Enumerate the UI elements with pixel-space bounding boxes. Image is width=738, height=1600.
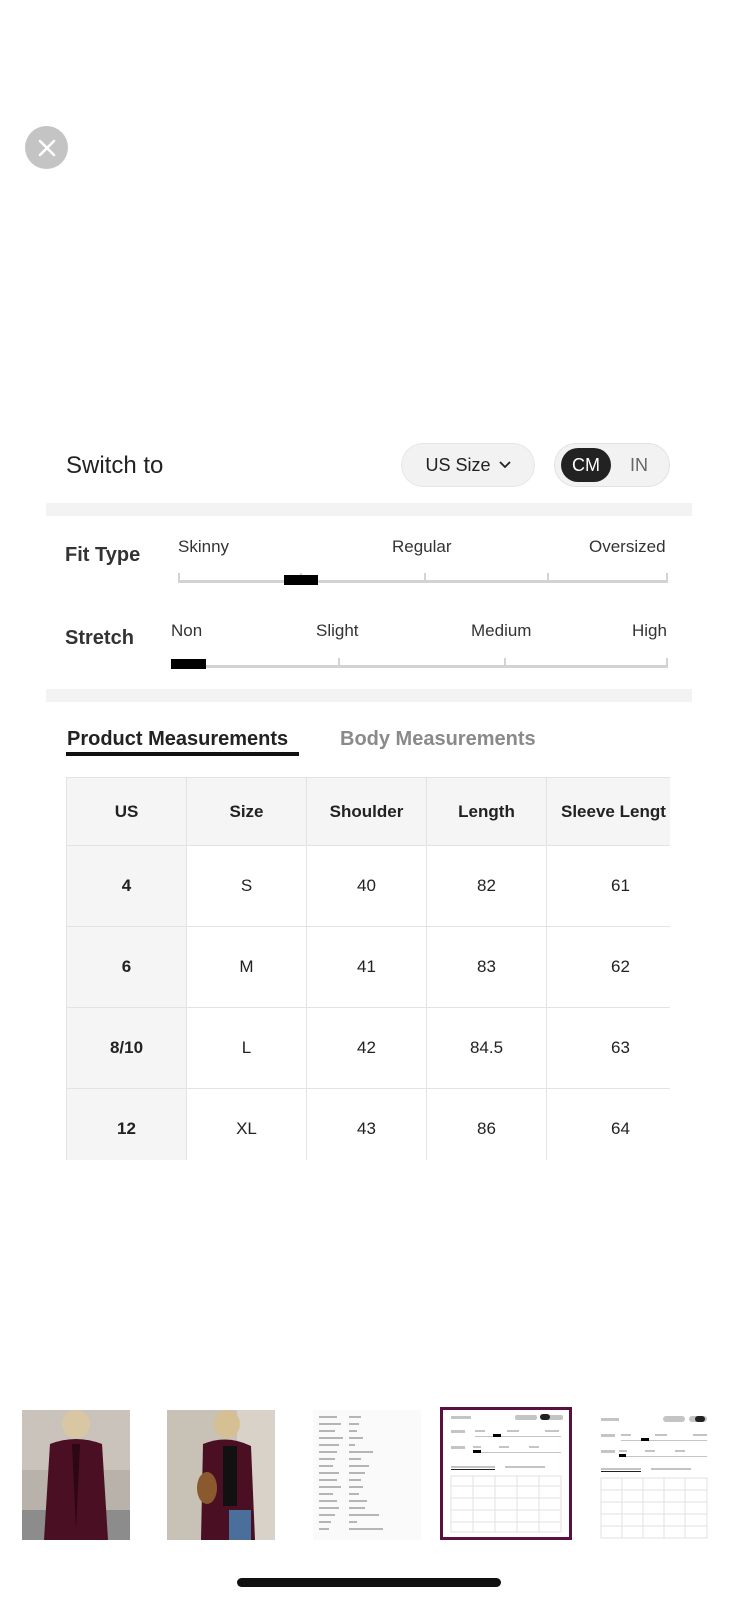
fit-label-regular: Regular — [392, 537, 452, 556]
table-header-row — [67, 778, 671, 846]
home-indicator — [237, 1578, 501, 1587]
fit-type-title: Fit Type — [65, 544, 141, 566]
table-row — [67, 846, 671, 927]
table-cell: 82 — [427, 846, 547, 927]
unit-in-button[interactable]: IN — [630, 454, 648, 475]
unit-cm-button[interactable]: CM — [561, 448, 611, 482]
table-cell: 83 — [427, 927, 547, 1008]
table-row — [67, 927, 671, 1008]
column-header: Size — [187, 778, 307, 846]
thumbnail-spec-sheet[interactable] — [313, 1410, 421, 1540]
table-cell: L — [187, 1008, 307, 1089]
table-cell: M — [187, 927, 307, 1008]
fit-type-track — [178, 580, 668, 583]
table-cell: 41 — [307, 927, 427, 1008]
thumbnail-size-chart-selected[interactable] — [443, 1410, 569, 1537]
size-system-dropdown[interactable] — [401, 443, 535, 487]
fit-tick — [424, 573, 426, 583]
close-button[interactable] — [25, 126, 68, 169]
stretch-track — [171, 665, 668, 668]
table-cell: S — [187, 846, 307, 927]
spec-sheet-image — [313, 1410, 421, 1540]
thumbnail-coat-front[interactable] — [22, 1410, 130, 1540]
column-header: Sleeve Lengt — [547, 778, 671, 846]
fit-label-skinny: Skinny — [178, 537, 230, 556]
stretch-tick — [666, 658, 668, 668]
table-row — [67, 1008, 671, 1089]
tab-body-measurements[interactable]: Body Measurements — [340, 728, 536, 750]
table-cell: 86 — [427, 1089, 547, 1161]
unit-toggle — [554, 443, 670, 487]
switch-label: Switch to — [66, 452, 164, 479]
stretch-marker — [171, 659, 206, 669]
fit-label-oversized: Oversized — [589, 537, 666, 556]
fit-tick — [547, 573, 549, 583]
active-tab-underline — [66, 752, 299, 756]
stretch-tick — [504, 658, 506, 668]
table-cell: 12 — [67, 1089, 187, 1161]
thumbnail-size-chart-2[interactable] — [599, 1410, 709, 1540]
divider — [46, 689, 692, 702]
table-cell: 43 — [307, 1089, 427, 1161]
table-cell: 42 — [307, 1008, 427, 1089]
size-chart-image — [443, 1410, 569, 1537]
thumbnail-coat-side[interactable] — [167, 1410, 275, 1540]
stretch-tick — [338, 658, 340, 668]
coat-side-image — [167, 1410, 275, 1540]
chevron-down-icon — [499, 461, 511, 469]
table-cell: 40 — [307, 846, 427, 927]
table-cell: 84.5 — [427, 1008, 547, 1089]
table-cell: 63 — [547, 1008, 671, 1089]
table-cell: 6 — [67, 927, 187, 1008]
fit-type-marker — [284, 575, 318, 585]
measurement-table — [66, 777, 670, 1160]
stretch-label-non: Non — [171, 621, 203, 640]
stretch-label-slight: Slight — [316, 621, 359, 640]
stretch-title: Stretch — [65, 627, 134, 649]
fit-tick — [178, 573, 180, 583]
stretch-label-medium: Medium — [471, 621, 532, 640]
tab-product-measurements[interactable]: Product Measurements — [67, 728, 289, 750]
stretch-label-high: High — [632, 621, 667, 640]
table-cell: 64 — [547, 1089, 671, 1161]
table-cell: XL — [187, 1089, 307, 1161]
table-row — [67, 1089, 671, 1161]
column-header: US — [67, 778, 187, 846]
close-icon — [38, 139, 56, 157]
table-cell: 8/10 — [67, 1008, 187, 1089]
table-cell: 62 — [547, 927, 671, 1008]
column-header: Shoulder — [307, 778, 427, 846]
divider — [46, 503, 692, 516]
switch-row — [66, 440, 670, 490]
table-cell: 61 — [547, 846, 671, 927]
size-system-value: US Size — [425, 454, 491, 475]
table-cell: 4 — [67, 846, 187, 927]
column-header: Length — [427, 778, 547, 846]
coat-front-image — [22, 1410, 130, 1540]
size-chart-image-2 — [599, 1410, 709, 1540]
fit-tick — [666, 573, 668, 583]
measurement-table-scroll[interactable] — [66, 777, 670, 1160]
thumbnail-strip — [0, 1410, 738, 1542]
